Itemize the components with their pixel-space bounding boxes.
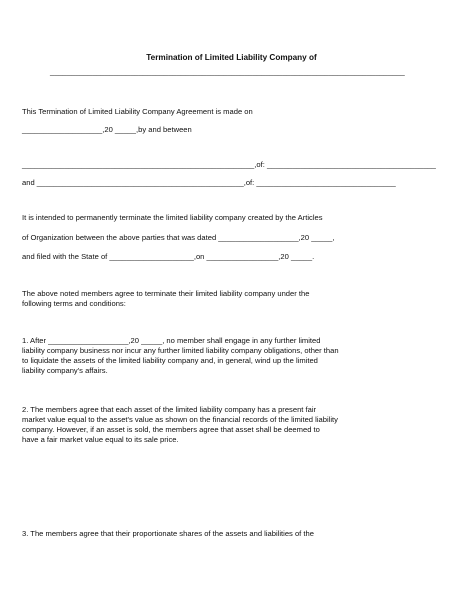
members-agree-line-2: following terms and conditions: [22, 299, 126, 308]
clause-3 [22, 529, 417, 539]
clause-1-line: liability company's affairs. [22, 366, 108, 375]
clause-1 [22, 336, 417, 376]
clause-3-line: 3. The members agree that their proportionate shares of the assets and liabilities of the [22, 529, 314, 538]
clause-2-line: market value equal to the asset's value as shown on the financial records of the limited liability [22, 415, 338, 424]
purpose-line-3: and filed with the State of ____________________,on _________________,20 _____. [22, 252, 315, 261]
intro-line-1: This Termination of Limited Liability Company Agreement is made on [22, 107, 253, 116]
clause-2-line: company. However, if an asset is sold, the members agree that asset shall be deemed to [22, 425, 320, 434]
clause-1-line: 1. After ___________________,20 _____, no member shall engage in any further limited [22, 336, 321, 345]
intro-line-2: ___________________,20 _____,by and between [22, 125, 192, 134]
purpose-line-1: It is intended to permanently terminate the limited liability company created by the Articles [22, 213, 323, 222]
members-agree-line-1: The above noted members agree to terminate their limited liability company under the [22, 289, 310, 298]
purpose-line-2: of Organization between the above parties that was dated ___________________,20 _____, [22, 233, 335, 242]
clause-1-line: liability company business nor incur any further limited liability company obligations, other than [22, 346, 339, 355]
clause-2-line: 2. The members agree that each asset of the limited liability company has a present fair [22, 405, 317, 414]
title-blank-line: ____________________________________________________________________________________ [50, 67, 405, 76]
clause-2 [22, 405, 417, 445]
party-line-1: _______________________________________________________,of: ________________________________________ [22, 160, 436, 169]
clause-1-line: to liquidate the assets of the limited liability company and, in general, wind up the limited [22, 356, 318, 365]
clause-2-line: have a fair market value equal to its sale price. [22, 435, 179, 444]
document-title: Termination of Limited Liability Company of [146, 53, 317, 62]
party-line-2: and _________________________________________________,of: _________________________________ [22, 178, 396, 187]
